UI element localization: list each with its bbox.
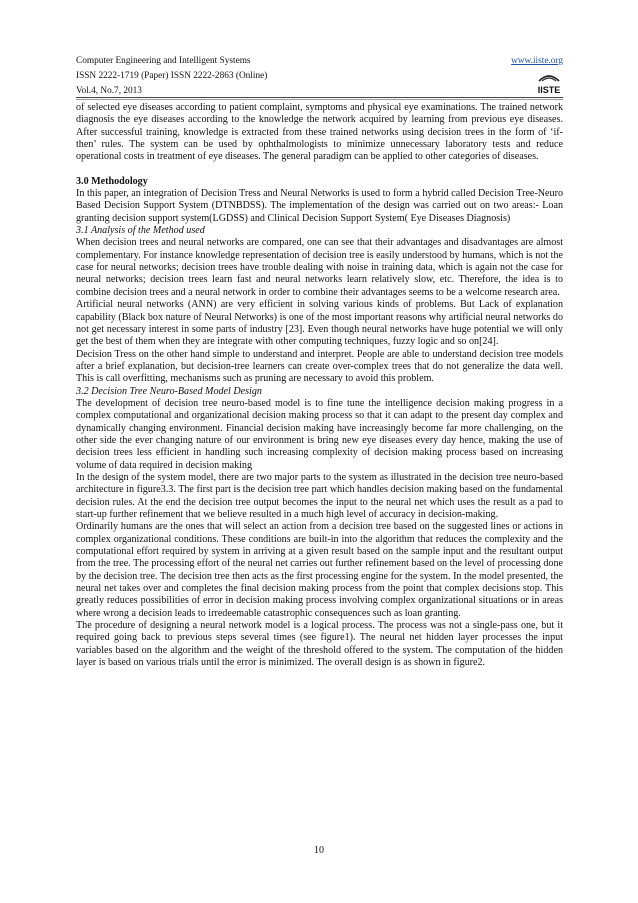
header-rule [76,97,563,100]
journal-url-link[interactable]: www.iiste.org [511,56,563,66]
article-body [76,102,563,669]
paragraph-analysis-1: When decision trees and neural networks are compared, one can see that their advantages and disadvantages are almost complementary. For instance knowledge representation of decision tree is easily understood by humans, which is not the case for neural networks; decision trees have trouble dealing with noise in training data, which is again not the case for neural networks; decision trees learn fast and neural networks learn relatively slow, etc. Therefore, the idea is to combine decision trees and a neural network in order to combine their advantages seems to be a welcome research area. [76,237,563,298]
volume-line: Vol.4, No.7, 2013 [76,86,142,97]
paragraph-intro: of selected eye diseases according to patient complaint, symptoms and physical eye examinations. The trained network diagnosis the eye diseases according to the knowledge the network acquired by learning from previous eye diseases. After successful training, knowledge is extracted from these trained networks using decision trees in the form of ‘if-then’ rules. The system can be used by ophthalmologists to minimize unnecessary laboratory tests and reduce operational costs in treatment of eye diseases. The general paradigm can be applied to other categories of diseases. [76,102,563,163]
paragraph-design-3: Ordinarily humans are the ones that will select an action from a decision tree based on the suggested lines or actions in complex organizational conditions. These conditions are built-in into the algorithm that reduces the complexity and the computational effort required by system in arriving at a given result based on the sample input and the resultant output from the tree. The processing effort of the neural net carries out further refinement based on the level of processing done by the decision tree. The decision tree then acts as the first processing engine for the system. In the model presented, the neural net takes over and completes the final decision making process from the point that complex decisions stop. This greatly reduces possibilities of error in decision making process involving complex organizational situations or in areas where wrong a decision leads to irredeemable catastrophic consequences such as loan granting. [76,521,563,619]
subheading-analysis: 3.1 Analysis of the Method used [76,225,205,237]
heading-methodology: 3.0 Methodology [76,175,148,187]
paragraph-analysis-3: Decision Tress on the other hand simple to understand and interpret. People are able to understand decision tree models after a brief explanation, but decision-tree learners can create over-complex trees that do not generalize the data well. This is call overfitting, mechanisms such as pruning are necessary to avoid this problem. [76,348,563,385]
paragraph-design-2: In the design of the system model, there are two major parts to the system as illustrated in the decision tree neuro-based architecture in figure3.3. The first part is the decision tree part which handles decision making based on the fundamental decision rules. At the end the decision tree output becomes the input to the neural net which uses the result as a pad to start-up further refinement that we believe resulted in a much high level of accuracy in decision-making. [76,471,563,520]
iiste-logo [536,72,562,96]
paragraph-analysis-2: Artificial neural networks (ANN) are very efficient in solving various kinds of problems. But Lack of explanation capability (Black box nature of Neural Networks) is one of the most important reasons why artificial neural networks do not get necessary interest in some parts of industry [23]. Even though neural networks have huge potential we will only get the best of them when they are integrate with other computing techniques, fuzzy logic and so on[24]. [76,299,563,348]
iiste-logo-icon [536,72,562,96]
page-number: 10 [314,845,324,856]
issn-line: ISSN 2222-1719 (Paper) ISSN 2222-2863 (Online) [76,71,268,82]
paragraph-design-1: The development of decision tree neuro-based model is to fine tune the intelligence decision making progress in a complex computational and organizational decision making process so that it can adapt to the present day complex and dynamically changing environment. Financial decision making have increasingly become far more challenging, on the other side the ever changing nature of our environment is bring new eye diseases every day hence, making the use of decision trees less efficient in handling such increasing complexity of decision making process based on increasing volume of data required in decision making [76,397,563,471]
paragraph-design-4: The procedure of designing a neural network model is a logical process. The process was not a single-pass one, but it required going back to previous steps several times (see figure1). The neural net hidden layer processes the input variables based on the algorithm and the weight of the threshold offered to the system. The computation of the hidden layer is based on various trials until the error is minimized. The overall design is as shown in figure2. [76,620,563,669]
paragraph-methodology: In this paper, an integration of Decision Tress and Neural Networks is used to form a hybrid called Decision Tree-Neuro Based Decision Support System (DTNBDSS). The implementation of the design was carried out on two areas:- Loan granting decision support system(LGDSS) and Clinical Decision Support System( Eye Diseases Diagnosis) [76,188,563,224]
running-header [76,54,563,100]
svg-text:IISTE: IISTE [537,85,561,95]
journal-title: Computer Engineering and Intelligent Systems [76,56,251,66]
subheading-design: 3.2 Decision Tree Neuro-Based Model Design [76,385,262,397]
